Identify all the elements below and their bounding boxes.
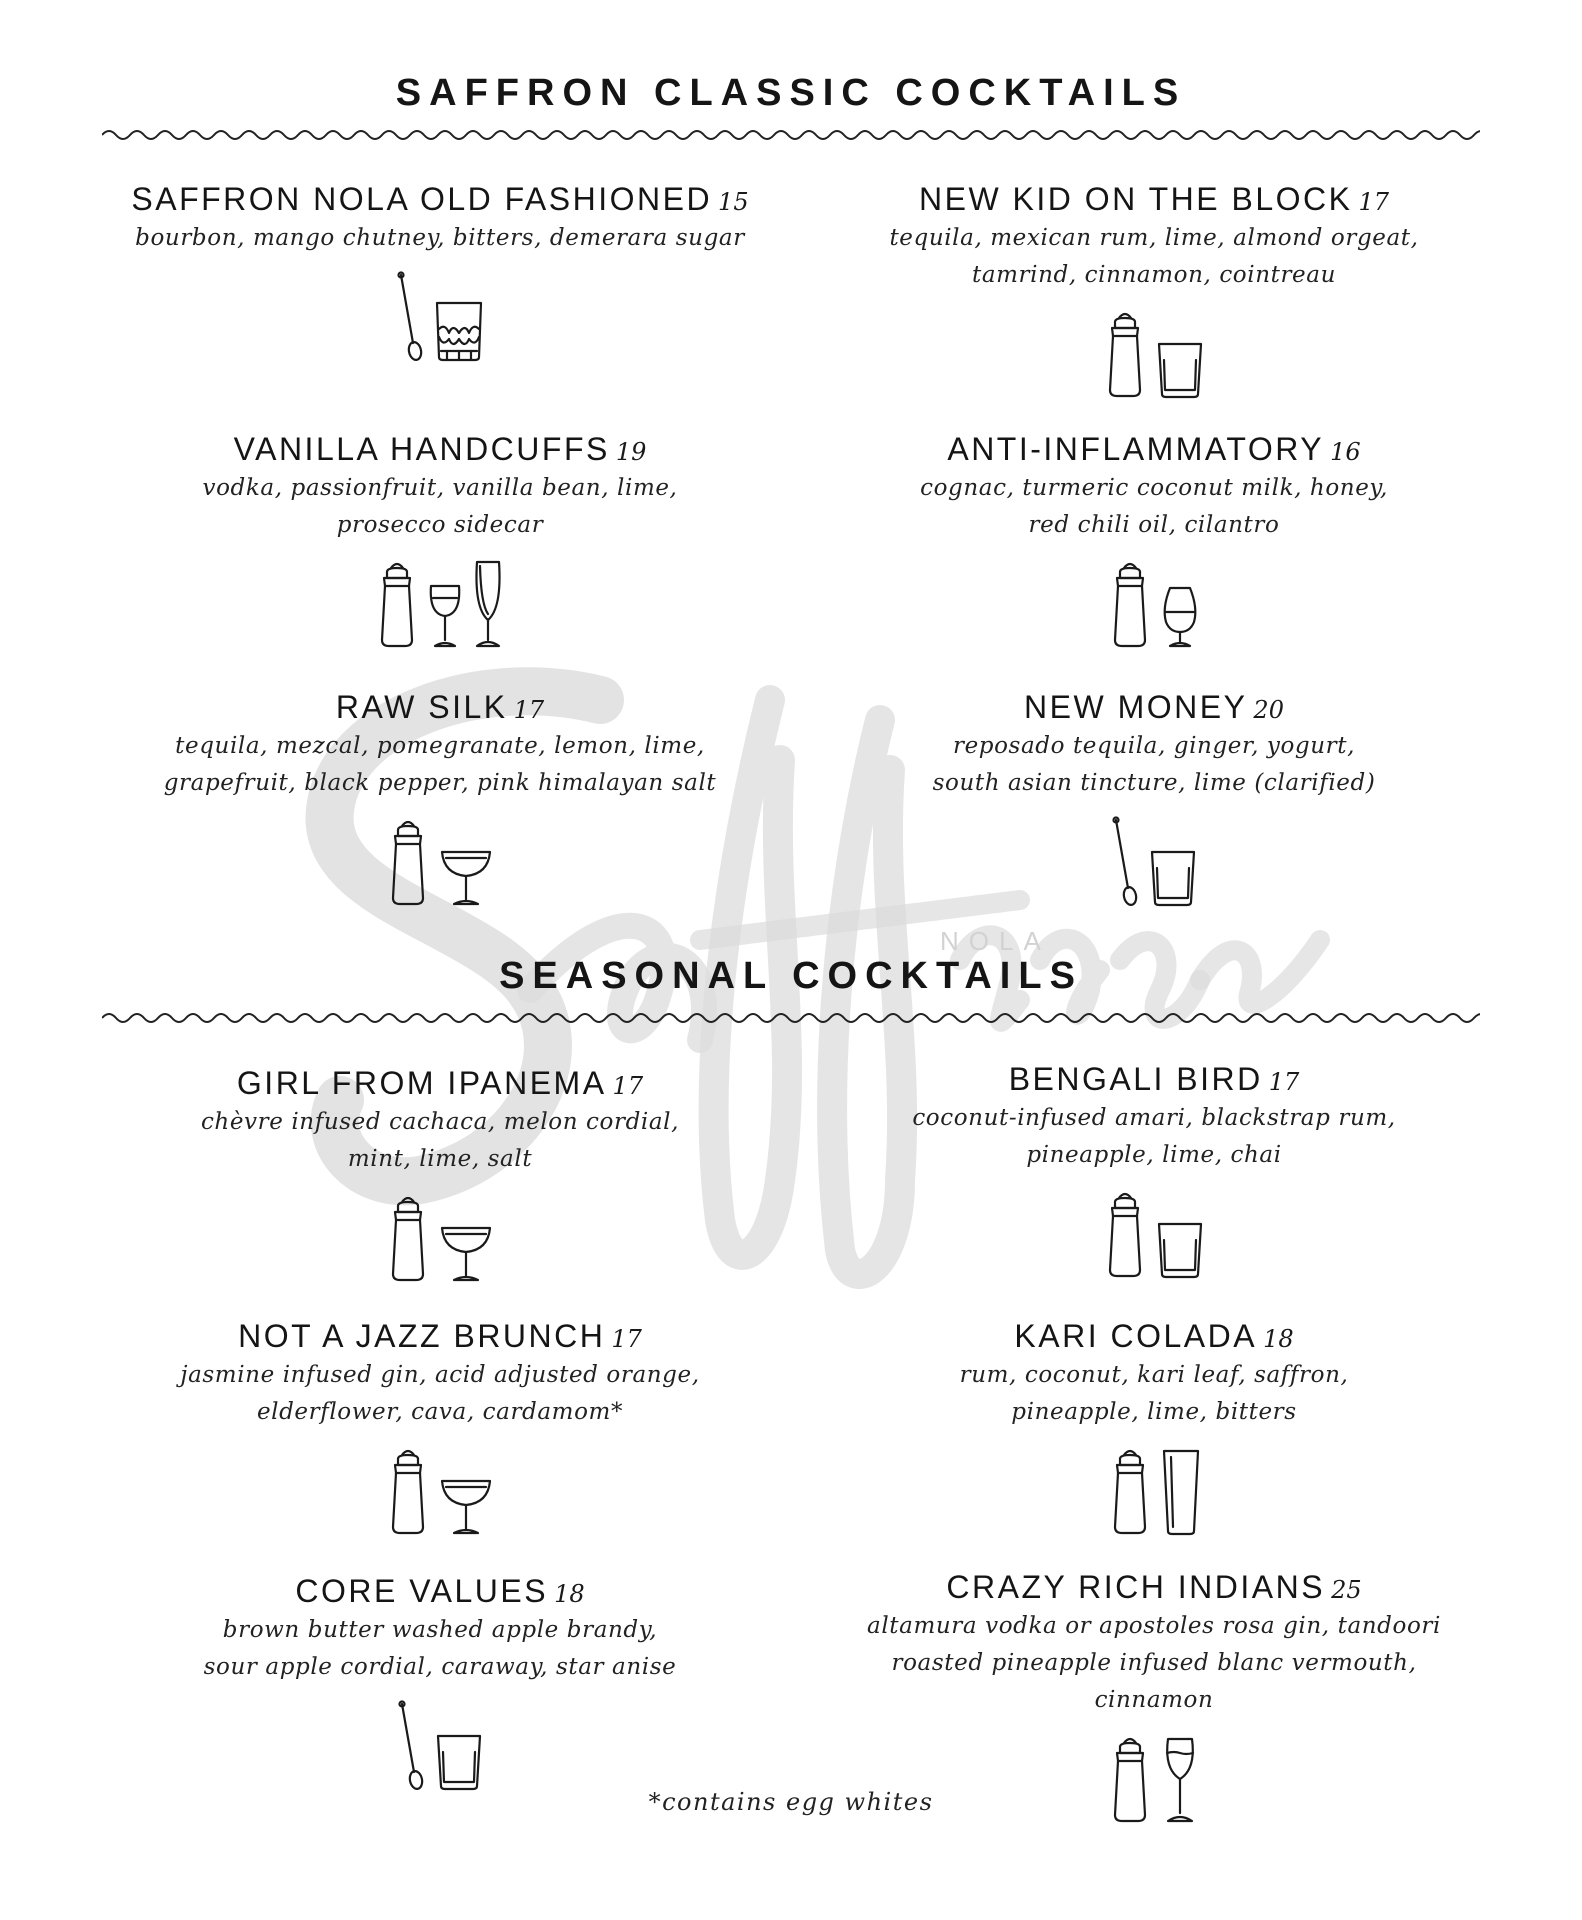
- cocktail-ingredients: coconut-infused amari, blackstrap rum, pineapple, lime, chai: [912, 1105, 1396, 1168]
- cocktail-ingredients: brown butter washed apple brandy, sour apple cordial, caraway, star anise: [203, 1617, 677, 1680]
- menu-item: [100, 1317, 780, 1537]
- cocktail-ingredients: rum, coconut, kari leaf, saffron, pineapple, lime, bitters: [959, 1362, 1349, 1425]
- cocktail-ingredients: reposado tequila, ginger, yogurt, south asian tincture, lime (clarified): [932, 733, 1376, 796]
- cocktail-name: CORE VALUES: [295, 1573, 549, 1609]
- cocktail-name: VANILLA HANDCUFFS: [233, 431, 610, 467]
- cocktail-name: NEW KID ON THE BLOCK: [918, 181, 1353, 217]
- bar-spoon-icon: [1110, 816, 1140, 908]
- glassware-icons: [814, 1445, 1494, 1537]
- glassware-icons: [814, 308, 1494, 400]
- cocktail-price: 17: [1268, 1068, 1300, 1096]
- cocktail-name: CRAZY RICH INDIANS: [946, 1569, 1326, 1605]
- cocktail-price: 17: [513, 696, 545, 724]
- cocktail-price: 19: [615, 438, 647, 466]
- coupe-glass-icon: [438, 846, 494, 908]
- shaker-icon: [386, 816, 430, 908]
- cocktail-price: 18: [554, 1580, 585, 1608]
- menu-item: [814, 688, 1494, 908]
- cocktail-name: RAW SILK: [335, 689, 508, 725]
- menu-item: [100, 180, 780, 363]
- cocktail-ingredients: bourbon, mango chutney, bitters, demerara sugar: [135, 225, 745, 251]
- section-title-classic: SAFFRON CLASSIC COCKTAILS: [395, 72, 1187, 114]
- cocktail-price: 17: [1358, 188, 1389, 216]
- menu-item: [814, 1317, 1494, 1537]
- shaker-icon: [1108, 1445, 1152, 1537]
- cocktail-ingredients: chèvre infused cachaca, melon cordial, mint, lime, salt: [200, 1109, 680, 1172]
- cocktail-name: GIRL FROM IPANEMA: [236, 1065, 607, 1101]
- snifter-glass-icon: [1160, 584, 1200, 650]
- rocks-glass-cut-icon: [433, 299, 485, 363]
- cocktail-price: 16: [1330, 438, 1361, 466]
- glassware-icons: [100, 1445, 780, 1537]
- rocks-glass-icon: [434, 1732, 484, 1792]
- glassware-icons: [814, 816, 1494, 908]
- cocktail-price: 20: [1253, 696, 1284, 724]
- highball-glass-icon: [1160, 1447, 1200, 1537]
- cocktail-ingredients: tequila, mexican rum, lime, almond orgeat, tamrind, cinnamon, cointreau: [889, 225, 1419, 288]
- wavy-divider: [102, 1008, 1480, 1028]
- rocks-glass-icon: [1155, 1220, 1205, 1280]
- cocktail-name: ANTI-INFLAMMATORY: [947, 431, 1325, 467]
- menu-item: [100, 688, 780, 908]
- menu-item: [814, 1060, 1494, 1280]
- cocktail-price: 25: [1331, 1576, 1362, 1604]
- glassware-icons: [814, 558, 1494, 650]
- watermark-subtext: NOLA: [940, 926, 1051, 956]
- cocktail-ingredients: altamura vodka or apostoles rosa gin, tandoori roasted pineapple infused blanc vermouth, cinnamon: [867, 1613, 1441, 1713]
- coupe-glass-small-icon: [427, 580, 463, 650]
- cocktail-ingredients: cognac, turmeric coconut milk, honey, red chili oil, cilantro: [920, 475, 1388, 538]
- section-title-seasonal: SEASONAL COCKTAILS: [499, 955, 1083, 997]
- rocks-glass-icon: [1148, 848, 1198, 908]
- cocktail-price: 18: [1263, 1325, 1294, 1353]
- cocktail-name: NOT A JAZZ BRUNCH: [238, 1318, 606, 1354]
- cocktail-name: NEW MONEY: [1024, 689, 1248, 725]
- bar-spoon-icon: [396, 1700, 426, 1792]
- menu-item: [100, 430, 780, 650]
- cocktail-ingredients: vodka, passionfruit, vanilla bean, lime, prosecco sidecar: [202, 475, 678, 538]
- shaker-icon: [375, 558, 419, 650]
- cocktail-ingredients: jasmine infused gin, acid adjusted orange, elderflower, cava, cardamom*: [180, 1362, 700, 1425]
- cocktail-name: KARI COLADA: [1014, 1318, 1258, 1354]
- bar-spoon-icon: [395, 271, 425, 363]
- glassware-icons: [100, 1700, 780, 1792]
- shaker-icon: [386, 1445, 430, 1537]
- cocktail-name: BENGALI BIRD: [1008, 1061, 1263, 1097]
- glassware-icons: [814, 1188, 1494, 1280]
- coupe-glass-icon: [438, 1475, 494, 1537]
- shaker-icon: [1103, 1188, 1147, 1280]
- glassware-icons: [100, 816, 780, 908]
- glassware-icons: [100, 558, 780, 650]
- cocktail-price: 17: [612, 1072, 644, 1100]
- menu-item: [100, 1572, 780, 1792]
- glassware-icons: [100, 271, 780, 363]
- shaker-icon: [1108, 558, 1152, 650]
- flute-glass-icon: [471, 558, 505, 650]
- footnote: *contains egg whites: [648, 1788, 934, 1816]
- cocktail-name: SAFFRON NOLA OLD FASHIONED: [131, 181, 713, 217]
- wavy-divider: [102, 125, 1480, 145]
- menu-item: [814, 1568, 1494, 1825]
- glassware-icons: [100, 1192, 780, 1284]
- cocktail-price: 17: [611, 1325, 642, 1353]
- coupe-glass-icon: [438, 1222, 494, 1284]
- shaker-icon: [386, 1192, 430, 1284]
- rocks-glass-icon: [1155, 340, 1205, 400]
- shaker-icon: [1103, 308, 1147, 400]
- cocktail-price: 15: [718, 188, 749, 216]
- menu-item: [100, 1064, 780, 1284]
- menu-item: [814, 180, 1494, 400]
- cocktail-ingredients: tequila, mezcal, pomegranate, lemon, lime, grapefruit, black pepper, pink himalayan salt: [163, 733, 717, 796]
- menu-item: [814, 430, 1494, 650]
